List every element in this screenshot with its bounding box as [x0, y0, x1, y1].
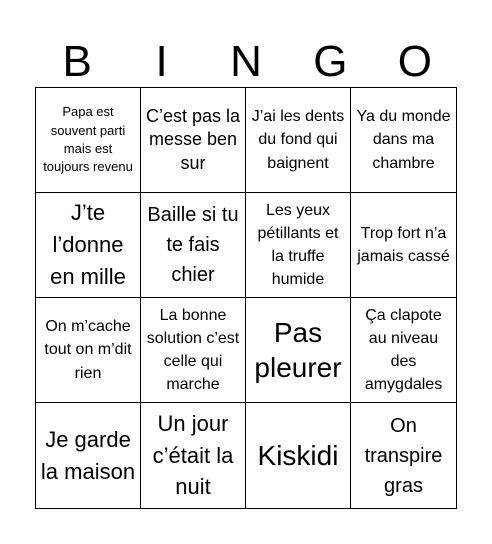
- bingo-cell[interactable]: Ça clapote au niveau des amygdales: [351, 298, 456, 403]
- header-letter-b: B: [62, 37, 92, 86]
- bingo-cell[interactable]: C’est pas la messe ben sur: [141, 88, 246, 193]
- bingo-cell[interactable]: On transpire gras: [364, 414, 443, 497]
- header-letter-o: O: [397, 37, 432, 86]
- bingo-cell[interactable]: Kiskidi: [246, 403, 351, 508]
- header-letter-i: I: [155, 37, 168, 86]
- bingo-cell[interactable]: La bonne solution c’est celle qui marche: [141, 298, 246, 403]
- header-letter-n: N: [230, 37, 262, 86]
- bingo-header: [35, 38, 457, 86]
- header-letter-g: G: [313, 37, 348, 86]
- bingo-cell[interactable]: Un jour c’était la nuit: [141, 403, 246, 508]
- bingo-cell[interactable]: Pas pleurer: [246, 298, 351, 403]
- bingo-cell[interactable]: Les yeux pétillants et la truffe humide: [246, 193, 351, 298]
- bingo-cell[interactable]: J’te l’donne en mille: [36, 193, 141, 298]
- bingo-cell[interactable]: J’ai les dents du fond qui baignent: [246, 88, 351, 193]
- bingo-cell[interactable]: Papa est souvent parti mais est toujours revenu: [36, 88, 141, 193]
- bingo-card-grid: [35, 87, 457, 509]
- bingo-cell[interactable]: On m’cache tout on m’dit rien: [36, 298, 141, 403]
- bingo-cell[interactable]: Trop fort n’a jamais cassé: [351, 193, 456, 298]
- bingo-cell[interactable]: Ya du monde dans ma chambre: [351, 88, 456, 193]
- bingo-cell[interactable]: Je garde la maison: [36, 403, 141, 508]
- bingo-cell[interactable]: Baille si tu te fais chier: [141, 193, 246, 298]
